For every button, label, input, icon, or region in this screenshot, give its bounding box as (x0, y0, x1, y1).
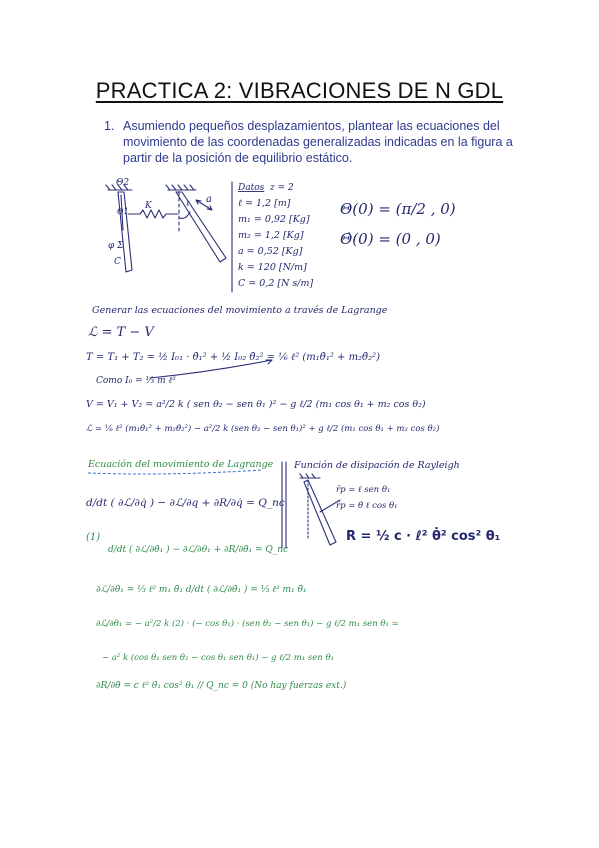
step-3: ∂ℒ/∂θ₁ = − a²/2 k (2) · (− cos θ₁) · (sen θ₂ − sen θ₁) − g ℓ/2 m₁ sen θ₁ = (96, 619, 399, 629)
datos-box (232, 182, 314, 292)
theta1-label: Θ1 (117, 207, 129, 216)
datos-c: C = 0,2 [N s/m] (238, 278, 314, 289)
lagrange-heading: Ecuación del movimiento de Lagrange (88, 459, 274, 470)
spring-label: K (145, 201, 152, 211)
rayleigh-position: r̄p = ℓ sen θ₁ (336, 485, 391, 495)
potential-energy: V = V₁ + V₂ = a²/2 k ( sen θ₂ − sen θ₁ )² − g ℓ/2 (m₁ cos θ₁ + m₂ cos θ₂) (86, 399, 426, 410)
lagrangian-derivation (86, 305, 439, 434)
step-5: ∂R/∂θ̇ = c ℓ² θ̇₁ cos² θ₁ // Q_nc = 0 (No hay fuerzas ext.) (96, 681, 347, 691)
intro-line: Generar las ecuaciones del movimiento a través de Lagrange (92, 305, 388, 316)
datos-m1: m₁ = 0,92 [Kg] (238, 214, 310, 225)
problem-text: Asumiendo pequeños desplazamientos, plantear las ecuaciones del movimiento de las coordenadas generalizadas indicadas en la figura a partir de la posición de equilibrio estático. (123, 119, 513, 165)
step-1-label: (1) (86, 532, 101, 543)
step-2: ∂ℒ/∂θ̇₁ = ⅓ ℓ² m₁ θ̇₁ d/dt ( ∂ℒ/∂θ̇₁ ) = ⅓ ℓ² m₁ θ̈₁ (96, 585, 307, 595)
mechanism-sketch (106, 178, 226, 272)
datos-heading: Datos (238, 183, 265, 193)
lagrangian-definition: ℒ = T − V (88, 325, 154, 340)
datos-k: k = 120 [N/m] (238, 262, 307, 273)
note-line-2: C (114, 257, 121, 267)
datos-m2: m₂ = 1,2 [Kg] (238, 230, 304, 241)
datos-a: a = 0,52 [Kg] (238, 246, 303, 257)
theta2-label: Θ2 (116, 178, 130, 188)
length-label: ℓ (186, 199, 190, 208)
datos-n: z = 2 (270, 183, 294, 193)
rayleigh-section (282, 460, 500, 548)
dimension-a-label: a (206, 194, 212, 205)
inertia-note: Como I₀ = ⅓ m ℓ² (96, 376, 176, 386)
lagrange-general: d/dt ( ∂ℒ/∂q̇ ) − ∂ℒ/∂q + ∂R/∂q̇ = Q_nc (86, 497, 285, 509)
initial-theta-dot: Θ̇(0) = (0 , 0) (340, 230, 441, 248)
initial-theta: Θ(0) = (π/2 , 0) (340, 200, 456, 218)
page-title: PRACTICA 2: VIBRACIONES DE N GDL (95, 78, 504, 103)
rayleigh-velocity: ṙp = θ̇ ℓ cos θ₁ (336, 501, 398, 511)
rayleigh-equation: R = ½ c · ℓ² θ̇² cos² θ₁ (346, 529, 501, 544)
problem-number: 1. (104, 119, 115, 133)
step-4: − a² k (cos θ₁ sen θ₂ − cos θ₁ sen θ₁) − g ℓ/2 m₁ sen θ₁ (102, 653, 334, 663)
note-line-1: φ Σ (108, 241, 124, 251)
lagrangian-full: ℒ = ⅙ ℓ² (m₁θ̇₁² + m₂θ̇₂²) − a²/2 k (sen θ₂ − sen θ₁)² + g ℓ/2 (m₁ cos θ₁ + m₂ cos θ₂) (86, 424, 440, 434)
kinetic-energy: T = T₁ + T₂ = ½ I₀₁ · θ̇₁² + ½ I₀₂ θ̇₂² = ⅙ ℓ² (m₁θ̇₁² + m₂θ̇₂²) (86, 352, 380, 363)
step-1: d/dt ( ∂ℒ/∂θ̇₁ ) − ∂ℒ/∂θ₁ + ∂R/∂θ̇₁ = Q_nc (108, 545, 289, 555)
datos-l: ℓ = 1,2 [m] (238, 198, 291, 209)
rayleigh-heading: Función de disipación de Rayleigh (294, 460, 460, 471)
